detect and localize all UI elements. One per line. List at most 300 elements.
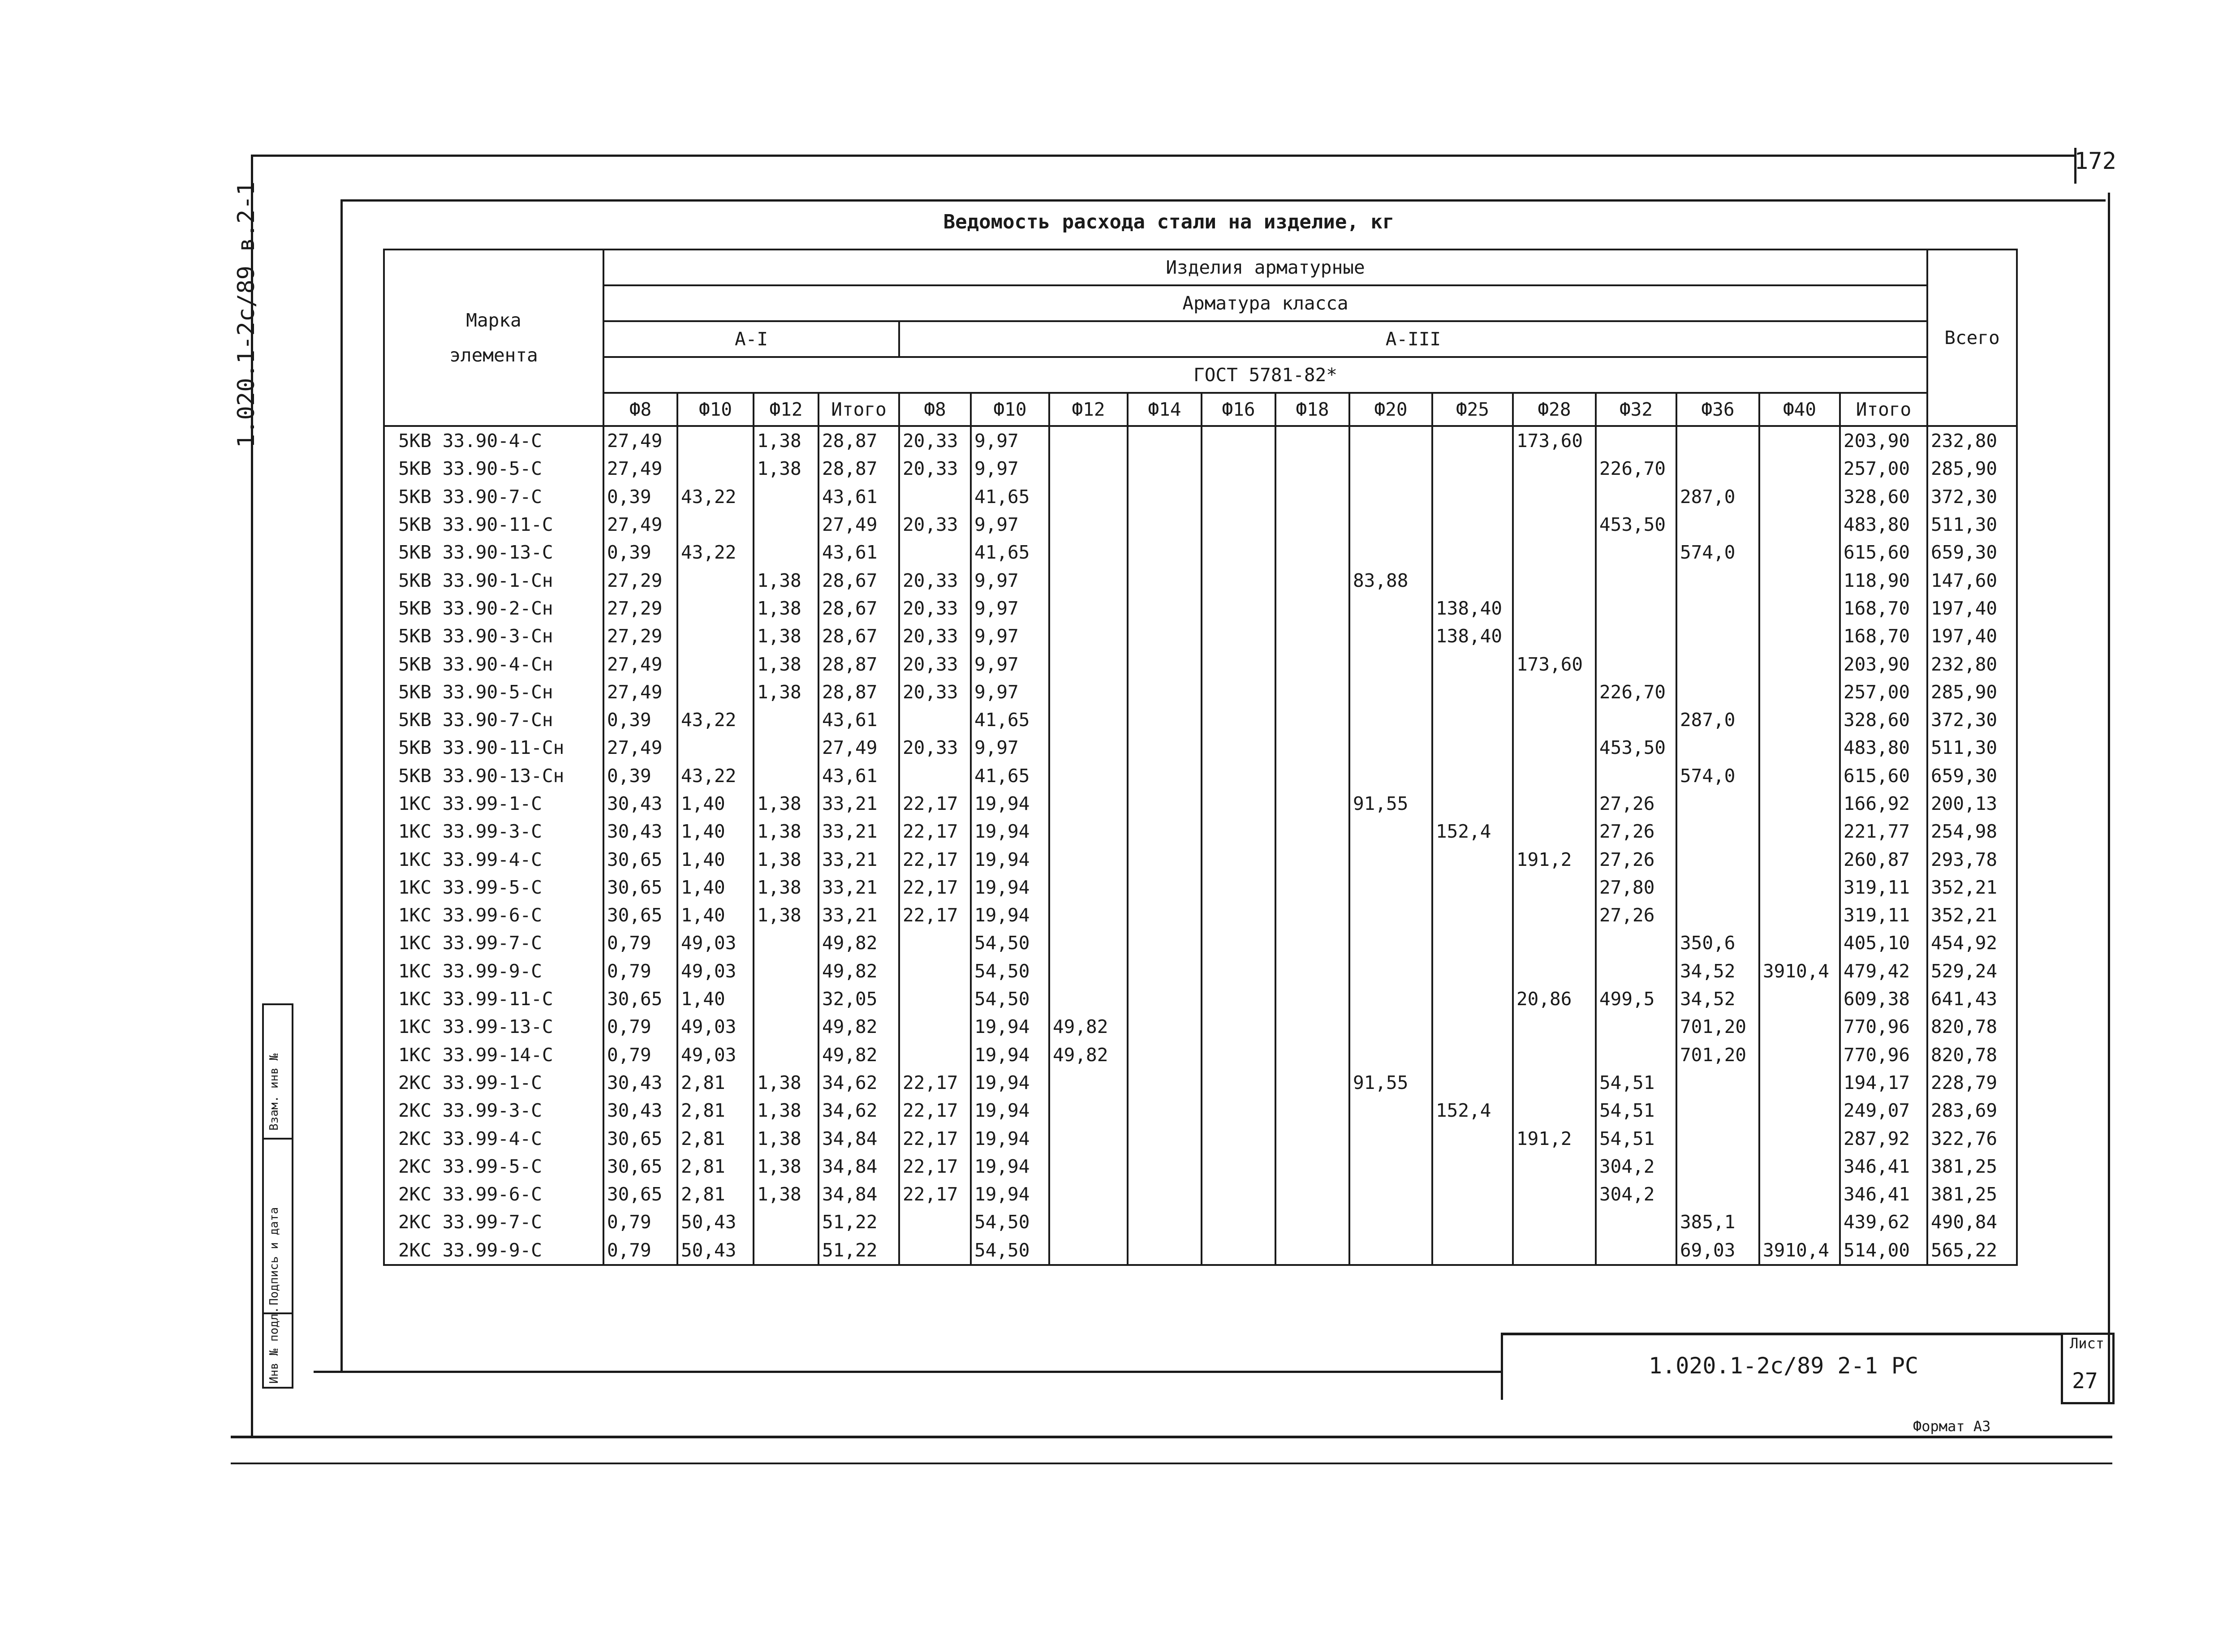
value-cell: 49,82 — [1049, 1041, 1128, 1069]
value-cell: 50,43 — [677, 1236, 754, 1265]
value-cell — [1759, 650, 1840, 678]
value-cell — [1432, 873, 1513, 901]
value-cell: 49,03 — [677, 1041, 754, 1069]
value-cell: 20,33 — [899, 594, 971, 622]
sheet-number: 27 — [2072, 1368, 2098, 1394]
value-cell: 346,41 — [1840, 1153, 1927, 1180]
value-cell — [1513, 455, 1596, 482]
value-cell — [1676, 1097, 1759, 1124]
value-cell: 1,38 — [754, 873, 818, 901]
value-cell — [1202, 678, 1275, 706]
value-cell — [1432, 426, 1513, 455]
table-row — [384, 817, 2017, 845]
table-row — [384, 734, 2017, 761]
value-cell — [1202, 1236, 1275, 1265]
value-cell: 257,00 — [1840, 455, 1927, 482]
value-cell — [1432, 985, 1513, 1013]
value-cell: 22,17 — [899, 790, 971, 817]
value-cell — [1202, 1208, 1275, 1236]
products-header: Изделия арматурные — [603, 250, 1927, 285]
value-cell — [1759, 455, 1840, 482]
value-cell: 19,94 — [971, 1124, 1049, 1152]
value-cell: 609,38 — [1840, 985, 1927, 1013]
value-cell: 2,81 — [677, 1180, 754, 1208]
value-cell: 28,67 — [818, 566, 899, 594]
diameter-header-cell: Ф8 — [603, 393, 677, 426]
table-row — [384, 1041, 2017, 1069]
value-cell — [899, 1013, 971, 1041]
value-cell — [1275, 1153, 1349, 1180]
value-cell: 27,49 — [603, 426, 677, 455]
value-cell: 574,0 — [1676, 538, 1759, 566]
value-cell: 1,40 — [677, 845, 754, 873]
value-cell: 304,2 — [1596, 1180, 1676, 1208]
value-cell: 168,70 — [1840, 622, 1927, 650]
value-cell — [1128, 1236, 1202, 1265]
diameter-header-cell: Ф8 — [899, 393, 971, 426]
value-cell — [1759, 483, 1840, 511]
value-cell — [1128, 1208, 1202, 1236]
value-cell — [1759, 873, 1840, 901]
value-cell: 34,62 — [818, 1069, 899, 1097]
stamp-cell-signature — [264, 1140, 292, 1314]
value-cell — [1759, 426, 1840, 455]
value-cell — [1432, 845, 1513, 873]
value-cell — [1759, 790, 1840, 817]
value-cell — [1128, 1153, 1202, 1180]
value-cell: 385,1 — [1676, 1208, 1759, 1236]
value-cell — [754, 483, 818, 511]
value-cell: 641,43 — [1927, 985, 2017, 1013]
value-cell — [1275, 538, 1349, 566]
element-mark-cell: 5КВ 33.90-5-С — [384, 455, 603, 482]
value-cell: 1,38 — [754, 566, 818, 594]
value-cell: 34,84 — [818, 1124, 899, 1152]
value-cell — [677, 734, 754, 761]
value-cell — [1759, 1124, 1840, 1152]
value-cell: 30,65 — [603, 1124, 677, 1152]
value-cell: 30,65 — [603, 901, 677, 929]
value-cell: 27,29 — [603, 566, 677, 594]
value-cell: 22,17 — [899, 873, 971, 901]
value-cell — [1513, 790, 1596, 817]
value-cell — [1349, 1041, 1432, 1069]
value-cell — [1432, 1236, 1513, 1265]
element-mark-cell: 2КС 33.99-3-С — [384, 1097, 603, 1124]
element-mark-cell: 5КВ 33.90-13-Сн — [384, 762, 603, 790]
value-cell: 1,38 — [754, 455, 818, 482]
value-cell: 1,38 — [754, 1069, 818, 1097]
value-cell: 1,38 — [754, 594, 818, 622]
value-cell: 1,38 — [754, 845, 818, 873]
page-number: 172 — [2074, 148, 2116, 175]
value-cell: 197,40 — [1927, 594, 2017, 622]
value-cell: 51,22 — [818, 1208, 899, 1236]
value-cell: 1,40 — [677, 817, 754, 845]
value-cell — [1596, 957, 1676, 985]
value-cell — [754, 762, 818, 790]
value-cell — [677, 622, 754, 650]
value-cell — [1275, 901, 1349, 929]
value-cell: 659,30 — [1927, 538, 2017, 566]
value-cell: 19,94 — [971, 1180, 1049, 1208]
value-cell: 49,82 — [818, 1013, 899, 1041]
value-cell — [1349, 455, 1432, 482]
value-cell — [1349, 1180, 1432, 1208]
table-row — [384, 1180, 2017, 1208]
element-mark-cell: 5КВ 33.90-4-Сн — [384, 650, 603, 678]
value-cell — [677, 426, 754, 455]
value-cell — [1596, 1041, 1676, 1069]
value-cell: 0,79 — [603, 1236, 677, 1265]
value-cell: 49,82 — [818, 1041, 899, 1069]
value-cell — [899, 762, 971, 790]
value-cell: 22,17 — [899, 1124, 971, 1152]
value-cell: 54,50 — [971, 929, 1049, 957]
value-cell: 43,61 — [818, 762, 899, 790]
diameter-header-cell: Ф25 — [1432, 393, 1513, 426]
element-mark-cell: 2КС 33.99-7-С — [384, 1208, 603, 1236]
value-cell: 483,80 — [1840, 734, 1927, 761]
value-cell: 54,50 — [971, 1236, 1049, 1265]
value-cell — [1202, 873, 1275, 901]
value-cell — [1275, 762, 1349, 790]
value-cell: 350,6 — [1676, 929, 1759, 957]
value-cell — [1202, 511, 1275, 538]
value-cell — [1349, 845, 1432, 873]
value-cell — [1432, 566, 1513, 594]
value-cell — [899, 957, 971, 985]
value-cell — [1202, 929, 1275, 957]
value-cell — [1202, 1097, 1275, 1124]
value-cell: 770,96 — [1840, 1041, 1927, 1069]
value-cell: 138,40 — [1432, 622, 1513, 650]
total-header: Всего — [1927, 250, 2017, 426]
value-cell — [1513, 483, 1596, 511]
value-cell: 615,60 — [1840, 762, 1927, 790]
element-mark-cell: 2КС 33.99-9-С — [384, 1236, 603, 1265]
value-cell — [1202, 706, 1275, 734]
value-cell — [1759, 678, 1840, 706]
value-cell — [1275, 1041, 1349, 1069]
value-cell — [1513, 678, 1596, 706]
value-cell — [1049, 538, 1128, 566]
value-cell — [1049, 957, 1128, 985]
frame-lower-bottom — [231, 1463, 2112, 1464]
value-cell: 20,33 — [899, 566, 971, 594]
value-cell — [1596, 1208, 1676, 1236]
mark-header-line1: Марка — [466, 310, 521, 331]
value-cell: 1,38 — [754, 901, 818, 929]
value-cell — [1513, 1180, 1596, 1208]
value-cell: 328,60 — [1840, 483, 1927, 511]
diameter-header-cell: Ф32 — [1596, 393, 1676, 426]
value-cell: 30,65 — [603, 873, 677, 901]
value-cell: 405,10 — [1840, 929, 1927, 957]
value-cell: 0,79 — [603, 929, 677, 957]
diameter-header-cell: Ф12 — [754, 393, 818, 426]
value-cell — [1759, 734, 1840, 761]
value-cell — [754, 1208, 818, 1236]
value-cell — [754, 1013, 818, 1041]
value-cell — [1432, 1041, 1513, 1069]
value-cell: 30,65 — [603, 985, 677, 1013]
value-cell — [1049, 594, 1128, 622]
value-cell — [1596, 650, 1676, 678]
stamp-label-signature: Подпись и дата — [267, 1207, 281, 1305]
value-cell — [1128, 1069, 1202, 1097]
table-row — [384, 455, 2017, 482]
table-row — [384, 706, 2017, 734]
element-mark-cell: 5КВ 33.90-3-Сн — [384, 622, 603, 650]
value-cell — [1349, 622, 1432, 650]
stamp-column — [262, 1003, 293, 1389]
value-cell — [1513, 1208, 1596, 1236]
value-cell: 49,82 — [818, 929, 899, 957]
value-cell: 2,81 — [677, 1124, 754, 1152]
value-cell — [1349, 678, 1432, 706]
value-cell — [1513, 873, 1596, 901]
value-cell — [1275, 483, 1349, 511]
table-row — [384, 538, 2017, 566]
value-cell — [899, 1208, 971, 1236]
value-cell — [1432, 790, 1513, 817]
value-cell — [677, 511, 754, 538]
value-cell: 2,81 — [677, 1097, 754, 1124]
value-cell: 9,97 — [971, 566, 1049, 594]
value-cell — [1759, 566, 1840, 594]
sheet-label: Лист — [2070, 1335, 2105, 1352]
value-cell: 27,26 — [1596, 817, 1676, 845]
value-cell: 43,22 — [677, 538, 754, 566]
value-cell: 49,03 — [677, 1013, 754, 1041]
value-cell: 22,17 — [899, 1180, 971, 1208]
value-cell — [1349, 873, 1432, 901]
value-cell — [1049, 817, 1128, 845]
value-cell — [1275, 594, 1349, 622]
value-cell: 529,24 — [1927, 957, 2017, 985]
value-cell — [1759, 538, 1840, 566]
value-cell — [1202, 845, 1275, 873]
value-cell: 1,38 — [754, 790, 818, 817]
value-cell: 820,78 — [1927, 1013, 2017, 1041]
value-cell — [1676, 678, 1759, 706]
value-cell — [1513, 1041, 1596, 1069]
value-cell: 30,65 — [603, 845, 677, 873]
value-cell — [1049, 1208, 1128, 1236]
inner-frame-bottom — [314, 1371, 1501, 1373]
value-cell — [1049, 483, 1128, 511]
value-cell — [1513, 706, 1596, 734]
value-cell — [1759, 1013, 1840, 1041]
value-cell — [1432, 650, 1513, 678]
value-cell: 499,5 — [1596, 985, 1676, 1013]
value-cell: 381,25 — [1927, 1180, 2017, 1208]
value-cell: 54,51 — [1596, 1069, 1676, 1097]
diameter-header-cell: Ф40 — [1759, 393, 1840, 426]
value-cell — [677, 678, 754, 706]
gost-header: ГОСТ 5781-82* — [603, 357, 1927, 393]
value-cell: 1,40 — [677, 985, 754, 1013]
mark-header — [384, 250, 603, 426]
value-cell — [1128, 566, 1202, 594]
table-row — [384, 594, 2017, 622]
value-cell — [1275, 1180, 1349, 1208]
value-cell — [1513, 734, 1596, 761]
value-cell: 33,21 — [818, 817, 899, 845]
value-cell: 49,03 — [677, 929, 754, 957]
value-cell: 203,90 — [1840, 650, 1927, 678]
value-cell: 249,07 — [1840, 1097, 1927, 1124]
value-cell: 0,39 — [603, 483, 677, 511]
element-mark-cell: 1КС 33.99-6-С — [384, 901, 603, 929]
value-cell: 285,90 — [1927, 678, 2017, 706]
value-cell: 147,60 — [1927, 566, 2017, 594]
value-cell — [1202, 817, 1275, 845]
value-cell: 41,65 — [971, 706, 1049, 734]
value-cell — [1275, 1097, 1349, 1124]
value-cell: 173,60 — [1513, 650, 1596, 678]
value-cell: 328,60 — [1840, 706, 1927, 734]
value-cell — [1202, 426, 1275, 455]
value-cell: 511,30 — [1927, 511, 2017, 538]
value-cell — [1349, 1153, 1432, 1180]
value-cell — [1759, 1041, 1840, 1069]
value-cell: 19,94 — [971, 1069, 1049, 1097]
value-cell — [1128, 762, 1202, 790]
value-cell: 22,17 — [899, 817, 971, 845]
value-cell: 49,82 — [1049, 1013, 1128, 1041]
value-cell: 20,33 — [899, 678, 971, 706]
table-row — [384, 678, 2017, 706]
element-mark-cell: 1КС 33.99-13-С — [384, 1013, 603, 1041]
value-cell: 319,11 — [1840, 901, 1927, 929]
value-cell — [677, 594, 754, 622]
value-cell: 352,21 — [1927, 901, 2017, 929]
value-cell — [1275, 817, 1349, 845]
table-row — [384, 790, 2017, 817]
value-cell — [1596, 1236, 1676, 1265]
value-cell: 287,0 — [1676, 483, 1759, 511]
value-cell: 260,87 — [1840, 845, 1927, 873]
value-cell — [1513, 1236, 1596, 1265]
value-cell — [1432, 538, 1513, 566]
value-cell: 232,80 — [1927, 426, 2017, 455]
value-cell — [1349, 929, 1432, 957]
value-cell — [1676, 622, 1759, 650]
value-cell: 19,94 — [971, 845, 1049, 873]
value-cell — [754, 1236, 818, 1265]
value-cell — [677, 455, 754, 482]
diameter-header-cell: Ф18 — [1275, 393, 1349, 426]
value-cell: 27,49 — [603, 511, 677, 538]
value-cell: 372,30 — [1927, 706, 2017, 734]
value-cell: 9,97 — [971, 426, 1049, 455]
value-cell — [1759, 762, 1840, 790]
value-cell — [1202, 1153, 1275, 1180]
value-cell: 1,38 — [754, 1153, 818, 1180]
value-cell: 701,20 — [1676, 1013, 1759, 1041]
value-cell — [754, 957, 818, 985]
value-cell: 27,29 — [603, 622, 677, 650]
document-code: 1.020.1-2с/89 2-1 РС — [1649, 1353, 1919, 1379]
frame-top-line — [251, 155, 2074, 157]
value-cell: 1,38 — [754, 426, 818, 455]
value-cell — [1275, 985, 1349, 1013]
value-cell — [1349, 538, 1432, 566]
value-cell: 1,38 — [754, 650, 818, 678]
value-cell — [1676, 650, 1759, 678]
value-cell: 257,00 — [1840, 678, 1927, 706]
element-mark-cell: 5КВ 33.90-1-Сн — [384, 566, 603, 594]
value-cell: 152,4 — [1432, 817, 1513, 845]
value-cell — [1349, 985, 1432, 1013]
table-row — [384, 1097, 2017, 1124]
value-cell — [1432, 1208, 1513, 1236]
value-cell — [1128, 455, 1202, 482]
value-cell — [1202, 538, 1275, 566]
value-cell — [1128, 1097, 1202, 1124]
value-cell: 54,50 — [971, 957, 1049, 985]
element-mark-cell: 5КВ 33.90-11-С — [384, 511, 603, 538]
value-cell: 352,21 — [1927, 873, 2017, 901]
value-cell: 22,17 — [899, 1069, 971, 1097]
value-cell: 221,77 — [1840, 817, 1927, 845]
value-cell — [1676, 1124, 1759, 1152]
element-mark-cell: 1КС 33.99-7-С — [384, 929, 603, 957]
value-cell: 43,61 — [818, 483, 899, 511]
value-cell: 43,22 — [677, 762, 754, 790]
table-row — [384, 1013, 2017, 1041]
value-cell — [1128, 985, 1202, 1013]
value-cell — [1349, 817, 1432, 845]
value-cell — [1049, 426, 1128, 455]
value-cell — [1202, 455, 1275, 482]
value-cell — [1596, 1013, 1676, 1041]
value-cell — [1596, 483, 1676, 511]
value-cell: 173,60 — [1513, 426, 1596, 455]
value-cell — [1128, 790, 1202, 817]
value-cell — [1049, 678, 1128, 706]
value-cell: 0,79 — [603, 1041, 677, 1069]
value-cell — [1128, 845, 1202, 873]
value-cell — [1513, 1097, 1596, 1124]
value-cell — [1049, 762, 1128, 790]
value-cell: 454,92 — [1927, 929, 2017, 957]
value-cell — [1759, 1208, 1840, 1236]
value-cell — [1275, 511, 1349, 538]
value-cell: 322,76 — [1927, 1124, 2017, 1152]
value-cell — [899, 538, 971, 566]
value-cell — [1049, 1097, 1128, 1124]
stamp-cell-replace — [264, 1005, 292, 1140]
value-cell — [1513, 1069, 1596, 1097]
value-cell: 9,97 — [971, 650, 1049, 678]
value-cell: 34,62 — [818, 1097, 899, 1124]
value-cell — [1275, 734, 1349, 761]
value-cell — [754, 706, 818, 734]
value-cell: 54,51 — [1596, 1124, 1676, 1152]
value-cell — [1676, 594, 1759, 622]
value-cell — [1128, 873, 1202, 901]
value-cell — [1128, 817, 1202, 845]
value-cell — [1676, 734, 1759, 761]
value-cell — [1349, 483, 1432, 511]
value-cell — [1275, 1236, 1349, 1265]
value-cell: 27,49 — [603, 678, 677, 706]
value-cell — [1202, 790, 1275, 817]
element-mark-cell: 1КС 33.99-14-С — [384, 1041, 603, 1069]
